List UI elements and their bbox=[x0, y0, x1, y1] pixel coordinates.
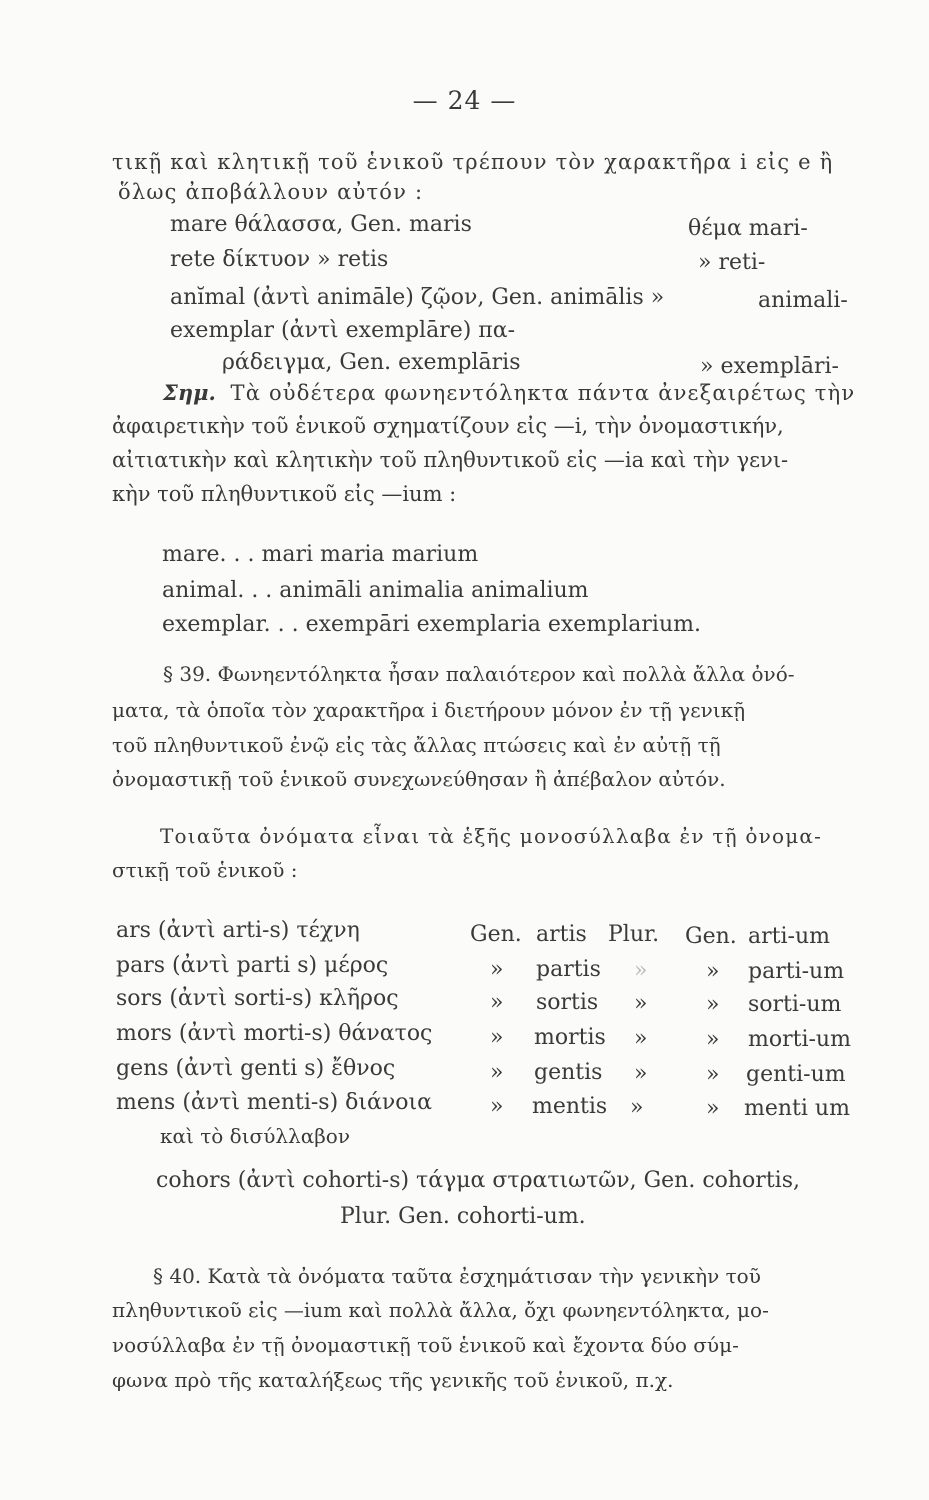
table-row-gen: mortis bbox=[534, 1025, 606, 1050]
note-text-1: Τὰ οὐδέτερα φωνηεντόληκτα πάντα ἀνεξαιρέτως τὴν bbox=[230, 381, 856, 405]
table-row-gen: sortis bbox=[536, 990, 599, 1015]
bisyllable-line: καὶ τὸ δισύλλαβον bbox=[160, 1124, 350, 1148]
example-exemplar-cont: ράδειγμα, Gen. exemplāris bbox=[222, 350, 521, 375]
sec39-line-1: § 39. Φωνηεντόληκτα ἦσαν παλαιότερον καὶ πολλὰ ἄλλα ὀνό- bbox=[163, 662, 795, 686]
table-row-pgen: arti-um bbox=[748, 924, 830, 949]
table-row-genmark: » bbox=[490, 1025, 504, 1050]
table-row-plurmark: Plur. bbox=[608, 922, 660, 947]
example-mare-stem: θέμα mari- bbox=[688, 216, 808, 241]
example-exemplar-stem: » exemplāri- bbox=[700, 354, 839, 379]
example-rete-stem: » reti- bbox=[698, 250, 766, 275]
declension-exemplar: exemplar. . . exempāri exemplaria exemplarium. bbox=[162, 612, 701, 637]
table-row-genmark: » bbox=[490, 1060, 504, 1085]
table-row-gen: artis bbox=[536, 922, 587, 947]
table-row-nom: pars (ἀντὶ parti s) μέρος bbox=[116, 953, 389, 978]
intro-line-1: τικῇ καὶ κλητικῇ τοῦ ἑνικοῦ τρέπουν τὸν χαρακτῆρα i εἰς e ἢ bbox=[112, 150, 834, 174]
note-line-1 bbox=[163, 380, 855, 405]
example-exemplar: exemplar (ἀντὶ exemplāre) πα- bbox=[170, 318, 516, 343]
sec39-line-2: ματα, τὰ ὁποῖα τὸν χαρακτῆρα i διετήρουν μόνον ἐν τῇ γενικῇ bbox=[112, 698, 746, 722]
sec40-line-2: πληθυντικοῦ εἰς —ium καὶ πολλὰ ἄλλα, ὄχι φωνηεντόληκτα, μο- bbox=[112, 1298, 769, 1322]
table-row-nom: sors (ἀντὶ sorti-s) κλῆρος bbox=[116, 986, 399, 1011]
example-animal-stem: animali- bbox=[758, 288, 848, 313]
table-row-pgen: genti-um bbox=[746, 1062, 846, 1087]
table-row-genmark: Gen. bbox=[470, 922, 522, 947]
sec40-line-4: φωνα πρὸ τῆς καταλήξεως τῆς γενικῆς τοῦ ἑνικοῦ, π.χ. bbox=[112, 1368, 674, 1392]
example-animal: anĭmal (ἀντὶ animāle) ζῷον, Gen. animālis » bbox=[170, 285, 665, 310]
intro-line-2: ὅλως ἀποβάλλουν αὐτόν : bbox=[118, 180, 424, 204]
table-row-plurmark: » bbox=[634, 958, 648, 983]
sec39-line-3: τοῦ πληθυντικοῦ ἐνῷ εἰς τὰς ἄλλας πτώσεις καὶ ἐν αὐτῇ τῇ bbox=[112, 733, 721, 757]
table-row-gen: partis bbox=[536, 957, 601, 982]
table-row-gen: mentis bbox=[532, 1094, 608, 1119]
table-row-genmark: » bbox=[490, 957, 504, 982]
sec39-line-4: ὀνομαστικῇ τοῦ ἑνικοῦ συνεχωνεύθησαν ἢ ἀπέβαλον αὐτόν. bbox=[112, 767, 726, 791]
note-line-2: ἀφαιρετικὴν τοῦ ἑνικοῦ σχηματίζουν εἰς —i, τὴν ὀνομαστικήν, bbox=[112, 414, 784, 438]
table-row-plurmark: » bbox=[630, 1095, 644, 1120]
example-mare: mare θάλασσα, Gen. maris bbox=[170, 212, 472, 237]
note-line-3: αἰτιατικὴν καὶ κλητικὴν τοῦ πληθυντικοῦ εἰς —ia καὶ τὴν γενι- bbox=[112, 448, 789, 472]
sec40-line-3: νοσύλλαβα ἐν τῇ ὀνομαστικῇ τοῦ ἑνικοῦ καὶ ἔχοντα δύο σύμ- bbox=[112, 1333, 739, 1357]
table-row-plurmark: » bbox=[634, 1061, 648, 1086]
table-row-pgenmark: Gen. bbox=[685, 924, 737, 949]
table-row-nom: mens (ἀντὶ menti-s) διάνοια bbox=[116, 1090, 432, 1115]
table-row-pgenmark: » bbox=[706, 959, 720, 984]
table-row-nom: mors (ἀντὶ morti-s) θάνατος bbox=[116, 1021, 433, 1046]
table-row-pgenmark: » bbox=[706, 1062, 720, 1087]
mono-intro-line-2: στικῇ τοῦ ἑνικοῦ : bbox=[112, 858, 298, 882]
table-row-pgen: morti-um bbox=[748, 1027, 851, 1052]
cohors-line-2: Plur. Gen. cohorti-um. bbox=[340, 1204, 586, 1229]
table-row-plurmark: » bbox=[634, 1026, 648, 1051]
table-row-pgen: sorti-um bbox=[748, 992, 842, 1017]
table-row-genmark: » bbox=[490, 1094, 504, 1119]
note-line-4: κὴν τοῦ πληθυντικοῦ εἰς —ium : bbox=[112, 482, 457, 506]
page-number: — 24 — bbox=[412, 86, 517, 115]
table-row-pgen: menti um bbox=[744, 1096, 850, 1121]
declension-mare: mare. . . mari maria marium bbox=[162, 542, 479, 567]
sec40-line-1: § 40. Κατὰ τὰ ὀνόματα ταῦτα ἐσχημάτισαν τὴν γενικὴν τοῦ bbox=[153, 1264, 761, 1288]
declension-animal: animal. . . animāli animalia animalium bbox=[162, 578, 589, 603]
table-row-plurmark: » bbox=[634, 991, 648, 1016]
table-row-gen: gentis bbox=[534, 1060, 603, 1085]
mono-intro-line-1: Τοιαῦτα ὀνόματα εἶναι τὰ ἑξῆς μονοσύλλαβα ἐν τῇ ὀνομα- bbox=[160, 824, 823, 848]
table-row-pgen: parti-um bbox=[748, 959, 845, 984]
table-row-pgenmark: » bbox=[706, 1027, 720, 1052]
table-row-pgenmark: » bbox=[706, 1096, 720, 1121]
table-row-nom: gens (ἀντὶ genti s) ἔθνος bbox=[116, 1056, 396, 1081]
table-row-genmark: » bbox=[490, 990, 504, 1015]
example-rete: rete δίκτυον » retis bbox=[170, 247, 389, 272]
table-row-nom: ars (ἀντὶ arti-s) τέχνη bbox=[116, 918, 360, 943]
cohors-line-1: cohors (ἀντὶ cohorti-s) τάγμα στρατιωτῶν, Gen. cohortis, bbox=[156, 1168, 800, 1193]
table-row-pgenmark: » bbox=[706, 992, 720, 1017]
note-heading: Σημ. bbox=[163, 380, 216, 405]
